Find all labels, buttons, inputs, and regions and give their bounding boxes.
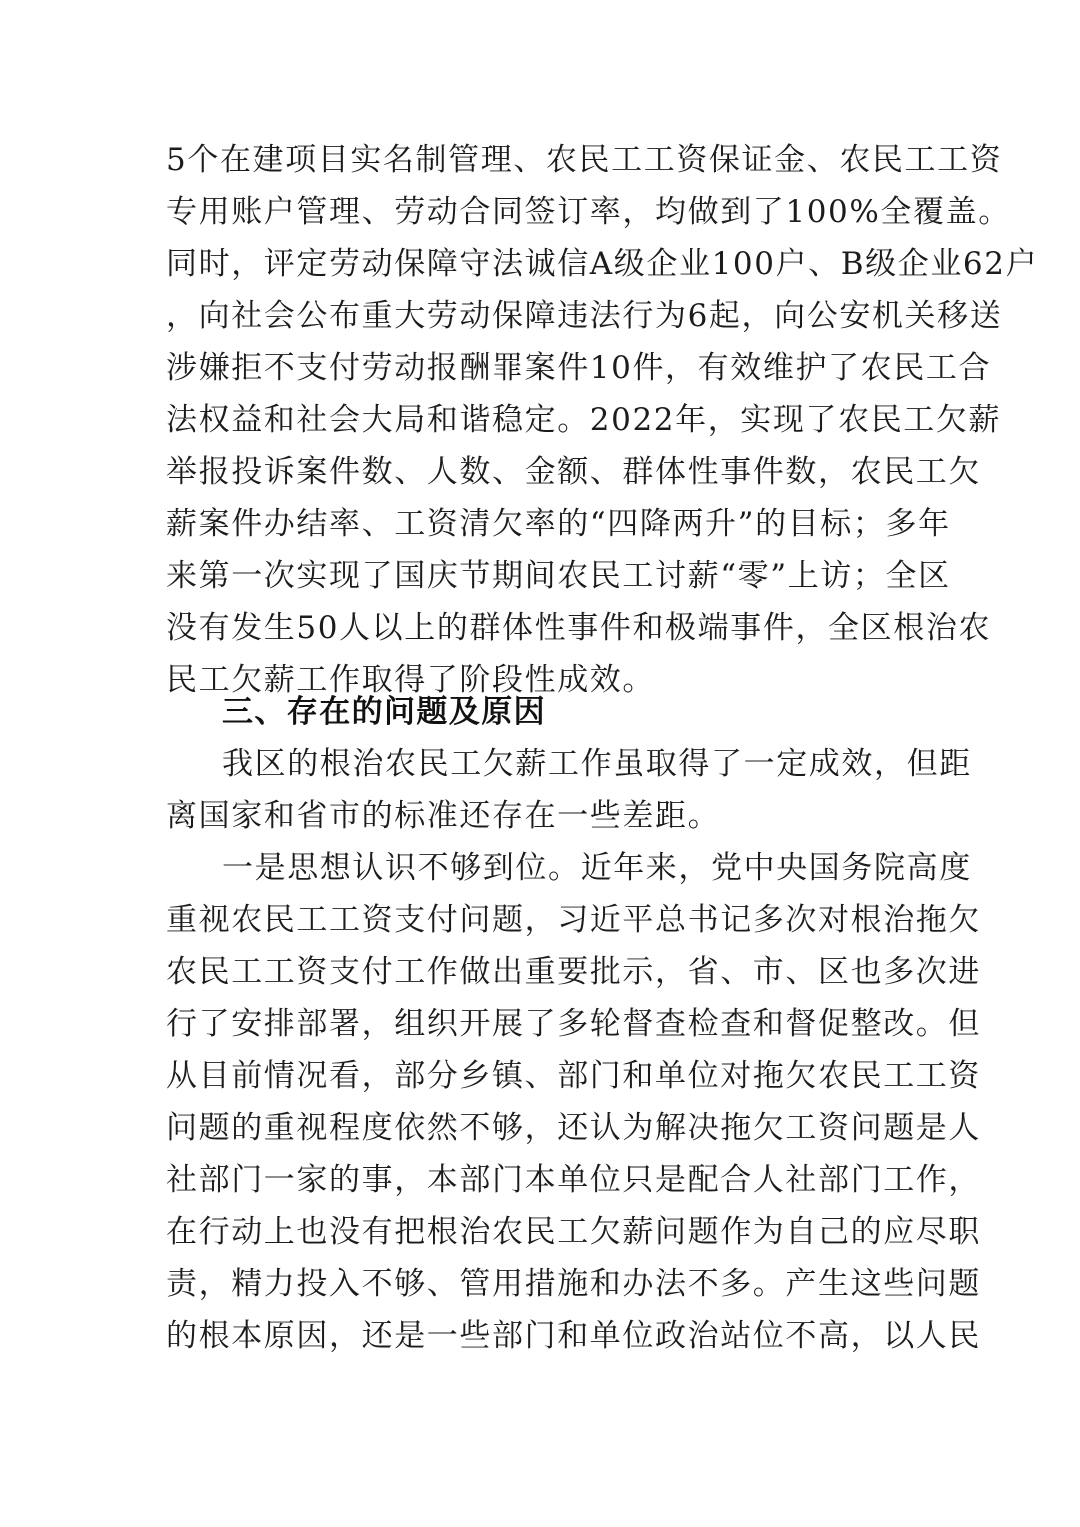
paragraph-line: 重视农民工工资支付问题，习近平总书记多次对根治拖欠 — [166, 902, 981, 938]
paragraph-line: 离国家和省市的标准还存在一些差距。 — [166, 798, 721, 834]
paragraph-line: 我区的根治农民工欠薪工作虽取得了一定成效，但距 — [222, 746, 972, 782]
paragraph-line: 在行动上也没有把根治农民工欠薪问题作为自己的应尽职 — [166, 1214, 981, 1250]
paragraph-line: 涉嫌拒不支付劳动报酬罪案件10件，有效维护了农民工合 — [166, 350, 992, 386]
paragraph-line: 从目前情况看，部分乡镇、部门和单位对拖欠农民工工资 — [166, 1058, 981, 1094]
paragraph-line: 5个在建项目实名制管理、农民工工资保证金、农民工工资 — [166, 142, 1003, 178]
paragraph-line: 没有发生50人以上的群体性事件和极端事件，全区根治农 — [166, 610, 992, 646]
paragraph-line: 一是思想认识不够到位。近年来，党中央国务院高度 — [222, 850, 972, 886]
section-heading: 三、存在的问题及原因 — [222, 694, 546, 730]
paragraph-line: 行了安排部署，组织开展了多轮督查检查和督促整改。但 — [166, 1006, 981, 1042]
paragraph-line: 农民工工资支付工作做出重要批示，省、市、区也多次进 — [166, 954, 981, 990]
paragraph-line: ，向社会公布重大劳动保障违法行为6起，向公安机关移送 — [166, 298, 1003, 334]
paragraph-line: 薪案件办结率、工资清欠率的“四降两升”的目标；多年 — [166, 506, 951, 542]
paragraph-line: 同时，评定劳动保障守法诚信A级企业100户、B级企业62户 — [166, 246, 1039, 282]
paragraph-line: 问题的重视程度依然不够，还认为解决拖欠工资问题是人 — [166, 1110, 981, 1146]
paragraph-line: 社部门一家的事，本部门本单位只是配合人社部门工作， — [166, 1162, 981, 1198]
paragraph-line: 专用账户管理、劳动合同签订率，均做到了100%全覆盖。 — [166, 194, 1011, 230]
paragraph-line: 民工欠薪工作取得了阶段性成效。 — [166, 662, 655, 698]
paragraph-line: 法权益和社会大局和谐稳定。2022年，实现了农民工欠薪 — [166, 402, 1002, 438]
paragraph-line: 来第一次实现了国庆节期间农民工讨薪“零”上访；全区 — [166, 558, 951, 594]
paragraph-line: 的根本原因，还是一些部门和单位政治站位不高，以人民 — [166, 1318, 981, 1354]
paragraph-line: 举报投诉案件数、人数、金额、群体性事件数，农民工欠 — [166, 454, 981, 490]
paragraph-line: 责，精力投入不够、管用措施和办法不多。产生这些问题 — [166, 1266, 981, 1302]
